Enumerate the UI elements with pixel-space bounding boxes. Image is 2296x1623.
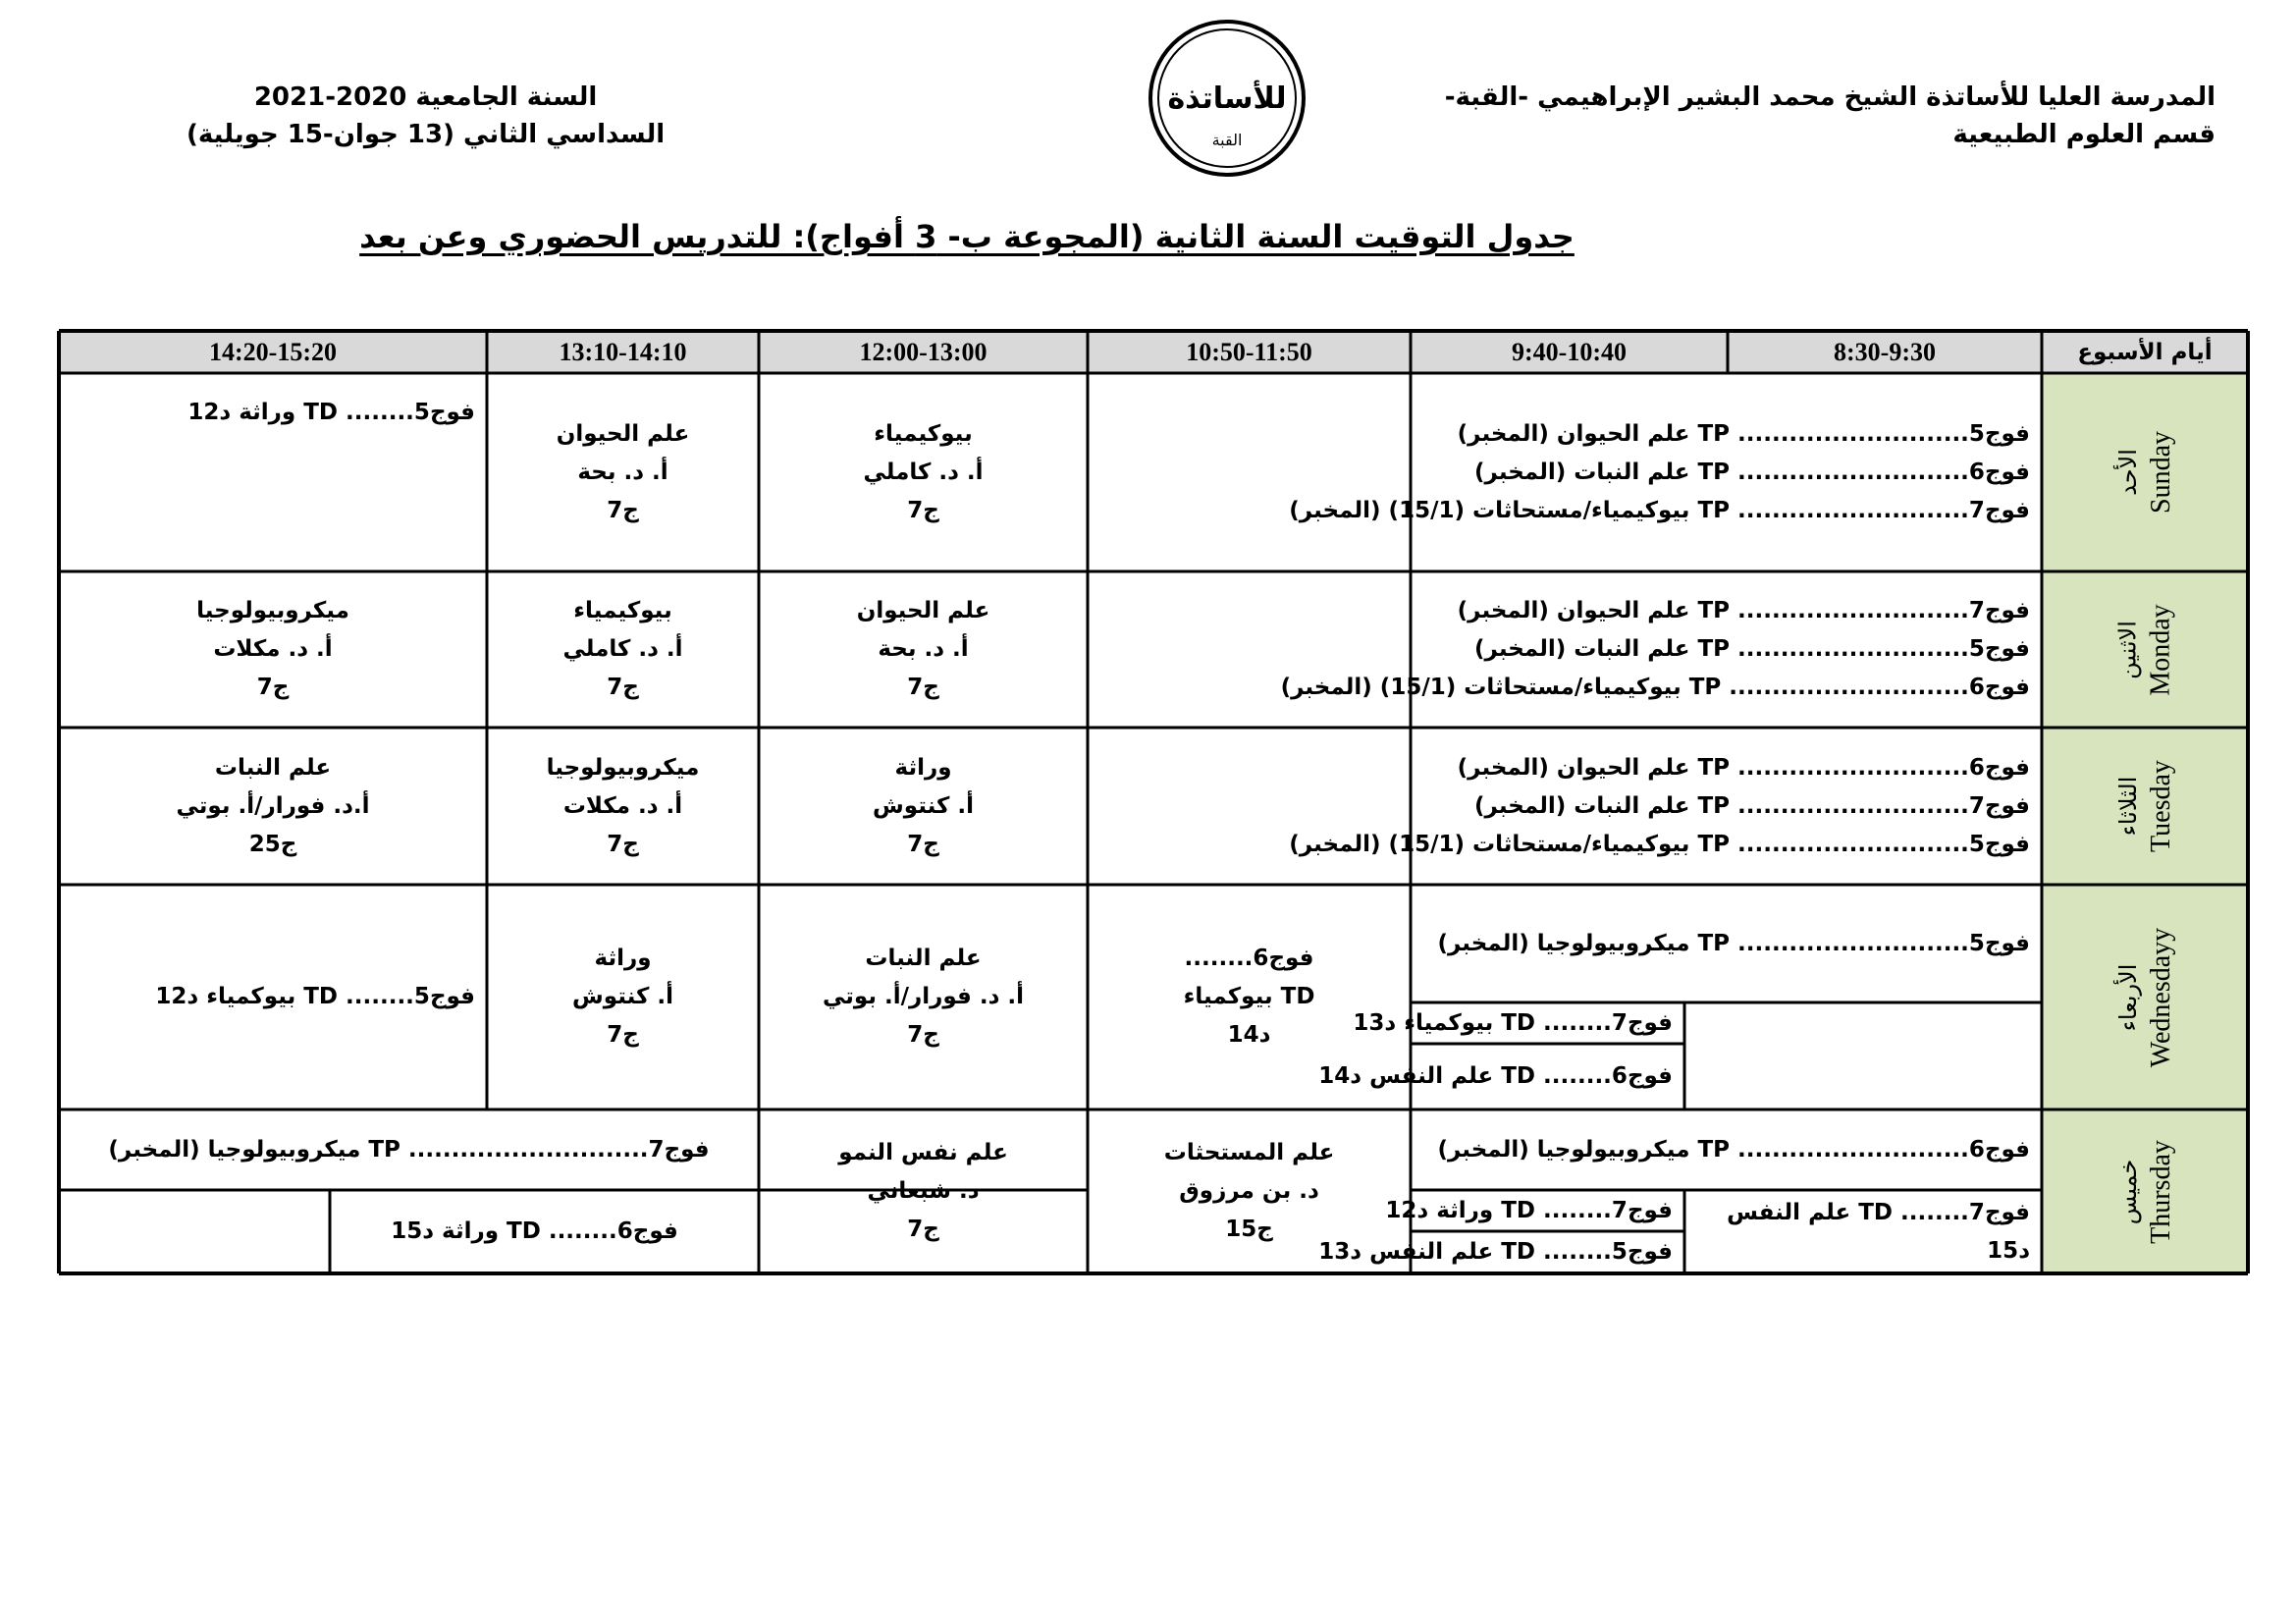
session-text-line: فوج5........ TD بيوكمياء د12 — [155, 984, 475, 1009]
page-title-text: جدول التوقيت السنة الثانية (المجوعة ب- 3 أفواج): للتدريس الحضوري وعن بعد — [359, 218, 1575, 255]
day-name-english: Monday — [2145, 603, 2176, 696]
session-text-line: فوج6........ — [1184, 946, 1314, 971]
session-text-line: علم نفس النمو — [838, 1140, 1008, 1165]
day-name-english: Thursday — [2145, 1139, 2176, 1244]
timetable-cell-wed-12 — [759, 885, 1088, 1109]
session-text-line: أ. د. مكلات — [562, 792, 683, 819]
session-text-line: د. بن مرزوق — [1179, 1178, 1319, 1204]
day-name-arabic: الثلاثاء — [2114, 776, 2142, 837]
session-text-line: ج7 — [607, 497, 639, 523]
session-text-line: فوج7........................... TP علم النبات (المخبر) — [1474, 792, 2030, 819]
day-name-arabic: الأربعاء — [2114, 963, 2142, 1031]
day-name-english: Wednesdayy — [2146, 927, 2176, 1067]
session-text-line: ميكروبيولوجيا — [196, 598, 349, 623]
session-text-line: أ. د. بحة — [577, 459, 668, 485]
day-name-arabic: الاثنين — [2113, 620, 2142, 679]
timetable-cell-sun-am — [1289, 373, 2042, 571]
session-text-line: د14 — [1227, 1022, 1271, 1048]
timetable-cell-mon-am — [1280, 571, 2042, 728]
session-text-line: د15 — [1987, 1237, 2030, 1264]
timetable-cell-tue-12 — [759, 728, 1088, 885]
timetable-cell-wed-14 — [59, 885, 487, 1109]
session-text-line: ج15 — [1225, 1217, 1273, 1242]
timetable-cell-wed-10 — [1088, 885, 1411, 1109]
session-text-line: فوج7........................... TP علم الحيوان (المخبر) — [1457, 598, 2030, 623]
svg-text:القبة: القبة — [1211, 131, 1243, 149]
session-text-line: علم الحيوان — [556, 420, 690, 447]
session-text-line: أ.د. فورار/أ. بوتي — [176, 792, 370, 819]
timetable-cell-sun-14 — [59, 373, 487, 452]
timetable-cell-tue-14 — [59, 728, 487, 885]
session-text-line: فوج6........................... TP علم النبات (المخبر) — [1474, 459, 2030, 485]
session-text-line: فوج6............................ TP بيوكيمياء/مستحاثات (15/1) (المخبر) — [1280, 675, 2030, 700]
session-text-line: علم المستحثات — [1163, 1140, 1335, 1165]
time-slot-14-20: 14:20-15:20 — [209, 337, 337, 366]
timetable-cell-tue-am — [1289, 728, 2042, 885]
session-text-line: أ. د. مكلات — [213, 636, 333, 662]
time-slot-9-40: 9:40-10:40 — [1512, 337, 1627, 366]
time-slot-12-00: 12:00-13:00 — [859, 337, 988, 366]
day-name-english: Tuesday — [2146, 760, 2176, 852]
session-text-line: أ. كنتوش — [572, 984, 673, 1009]
session-text-line: فوج6........ TD وراثة د15 — [391, 1218, 678, 1244]
svg-text:للأساتذة: للأساتذة — [1167, 81, 1287, 116]
timetable-cell-wed-9a — [1353, 1002, 1684, 1044]
session-text-line: ج7 — [907, 831, 939, 857]
session-text-line: ج7 — [256, 675, 290, 700]
session-text-line: فوج6........................... TP ميكروبيولوجيا (المخبر) — [1437, 1136, 2030, 1163]
session-text-line: د. شبعاني — [867, 1178, 980, 1204]
header-days-of-week: أيام الأسبوع — [2077, 339, 2213, 365]
semester-dates: السداسي الثاني (13 جوان-15 جويلية) — [187, 120, 666, 149]
session-text-line: فوج7........ TD وراثة د12 — [1385, 1197, 1673, 1223]
time-slot-13-10: 13:10-14:10 — [559, 337, 687, 366]
session-text-line: أ. د. كاملي — [863, 459, 984, 485]
day-label-tuesday — [2042, 728, 2248, 885]
session-text-line: علم النبات — [214, 754, 332, 781]
timetable-cell-thu-9b — [1318, 1231, 1684, 1273]
timetable-cell-thu-8 — [1684, 1190, 2042, 1273]
timetable-cell-thu-9a — [1385, 1190, 1684, 1231]
session-text-line: ج7 — [607, 1022, 639, 1048]
session-text-line: فوج5........................... TP علم النبات (المخبر) — [1474, 636, 2030, 662]
session-text-line: ميكروبيولوجيا — [546, 754, 700, 781]
time-slot-10-50: 10:50-11:50 — [1186, 337, 1312, 366]
department-name: قسم العلوم الطبيعية — [1952, 120, 2216, 149]
session-text-line: أ. د. بحة — [878, 636, 969, 662]
school-name: المدرسة العليا للأساتذة الشيخ محمد البشير الإبراهيمي -القبة- — [1444, 82, 2216, 112]
timetable-cell-thu-am — [1411, 1109, 2042, 1190]
timetable-cell-sun-12 — [759, 373, 1088, 571]
session-text-line: بيوكيمياء — [874, 420, 973, 447]
day-label-monday — [2042, 571, 2248, 728]
session-text-line: وراثة — [594, 946, 652, 971]
academic-year: السنة الجامعية 2020-2021 — [253, 82, 598, 112]
session-text-line: فوج7............................ TP ميكروبيولوجيا (المخبر) — [108, 1136, 710, 1163]
session-text-line: فوج5........ TD علم النفس د13 — [1318, 1239, 1673, 1265]
timetable-cell-thu-12 — [759, 1109, 1088, 1273]
day-name-arabic: الأحد — [2114, 449, 2142, 496]
session-text-line: فوج7........ TD علم النفس — [1727, 1199, 2030, 1225]
day-label-thursday — [2042, 1109, 2248, 1273]
session-text-line: ج25 — [248, 831, 297, 857]
timetable-cell-wed-9b — [1318, 1044, 1684, 1109]
session-text-line: بيوكيمياء — [573, 598, 672, 623]
timetable-cell-thu-14b — [330, 1190, 739, 1273]
session-text-line: ج7 — [907, 1022, 939, 1048]
session-text-line: علم الحيوان — [856, 598, 990, 623]
timetable-cell-tue-13 — [487, 728, 759, 885]
timetable-cell-mon-13 — [487, 571, 759, 728]
session-text-line: TD بيوكمياء — [1183, 984, 1315, 1009]
day-label-sunday — [2042, 373, 2248, 571]
day-label-wednesdayy — [2042, 885, 2248, 1109]
timetable-cell-mon-14 — [59, 571, 487, 728]
day-name-arabic: خميس — [2113, 1159, 2142, 1224]
session-text-line: فوج7........................... TP بيوكيمياء/مستحاثات (15/1) (المخبر) — [1289, 497, 2030, 523]
session-text-line: ج7 — [607, 675, 639, 700]
timetable-cell-sun-13 — [487, 373, 759, 571]
timetable-cell-thu-pm — [59, 1109, 759, 1190]
session-text-line: أ. د. كاملي — [562, 636, 683, 662]
day-name-english: Sunday — [2146, 431, 2176, 514]
session-text-line: فوج5........ TD وراثة د12 — [187, 399, 475, 425]
session-text-line: فوج7........ TD بيوكمياء د13 — [1353, 1009, 1673, 1036]
timetable-cell-wed-am — [1411, 885, 2042, 1002]
session-text-line: أ. د. فورار/أ. بوتي — [823, 984, 1025, 1009]
session-text-line: ج7 — [907, 497, 939, 523]
time-slot-8-30: 8:30-9:30 — [1834, 337, 1936, 366]
session-text-line: ج7 — [907, 675, 939, 700]
session-text-line: فوج6........ TD علم النفس د14 — [1318, 1063, 1673, 1089]
session-text-line: وراثة — [894, 754, 952, 781]
session-text-line: فوج5........................... TP ميكروبيولوجيا (المخبر) — [1437, 930, 2030, 956]
timetable-cell-thu-10 — [1088, 1109, 1411, 1273]
timetable-cell-wed-13 — [487, 885, 759, 1109]
session-text-line: علم النبات — [865, 946, 982, 971]
session-text-line: ج7 — [607, 831, 639, 857]
session-text-line: فوج6........................... TP علم الحيوان (المخبر) — [1457, 754, 2030, 781]
session-text-line: فوج5........................... TP علم الحيوان (المخبر) — [1457, 420, 2030, 447]
session-text-line: فوج5........................... TP بيوكيمياء/مستحاثات (15/1) (المخبر) — [1289, 831, 2030, 857]
session-text-line: ج7 — [907, 1217, 939, 1242]
timetable-cell-mon-12 — [759, 571, 1088, 728]
session-text-line: أ. كنتوش — [873, 792, 974, 819]
